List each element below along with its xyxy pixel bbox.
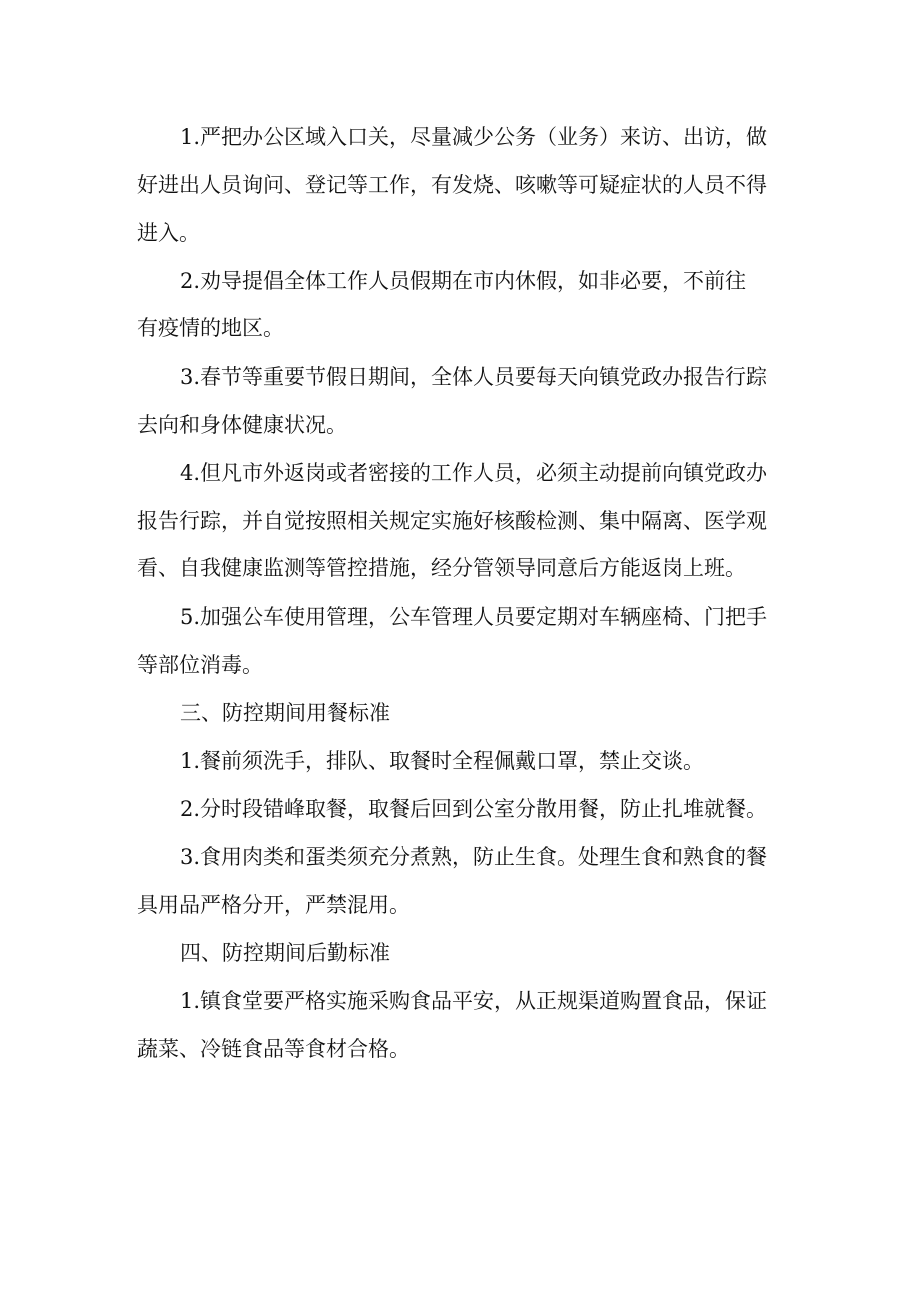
text-line-8: 4.但凡市外返岗或者密接的工作人员，必须主动提前向镇党政办 [180, 461, 768, 485]
text-line-5: 有疫情的地区。 [137, 316, 284, 340]
text-line-10: 看、自我健康监测等管控措施，经分管领导同意后方能返岗上班。 [137, 556, 746, 580]
section-heading-4: 四、防控期间后勤标准 [180, 941, 390, 965]
text-line-14: 1.餐前须洗手，排队、取餐时全程佩戴口罩，禁止交谈。 [180, 749, 705, 773]
text-line-16: 3.食用肉类和蛋类须充分煮熟，防止生食。处理生食和熟食的餐 [180, 845, 768, 869]
text-line-17: 具用品严格分开，严禁混用。 [137, 893, 410, 917]
text-line-12: 等部位消毒。 [137, 653, 263, 677]
text-line-2: 好进出人员询问、登记等工作，有发烧、咳嗽等可疑症状的人员不得 [137, 173, 767, 197]
text-line-15: 2.分时段错峰取餐，取餐后回到公室分散用餐，防止扎堆就餐。 [180, 797, 768, 821]
text-line-7: 去向和身体健康状况。 [137, 413, 347, 437]
text-line-6: 3.春节等重要节假日期间，全体人员要每天向镇党政办报告行踪 [180, 365, 768, 389]
text-line-19: 1.镇食堂要严格实施采购食品平安，从正规渠道购置食品，保证 [180, 989, 768, 1013]
text-line-20: 蔬菜、冷链食品等食材合格。 [137, 1037, 410, 1061]
text-line-11: 5.加强公车使用管理，公车管理人员要定期对车辆座椅、门把手 [180, 605, 768, 629]
text-line-3: 进入。 [137, 221, 200, 245]
text-line-9: 报告行踪，并自觉按照相关规定实施好核酸检测、集中隔离、医学观 [137, 509, 767, 533]
text-line-4: 2.劝导提倡全体工作人员假期在市内休假，如非必要，不前往 [180, 269, 747, 293]
text-line-1: 1.严把办公区域入口关，尽量减少公务（业务）来访、出访，做 [180, 125, 768, 149]
section-heading-3: 三、防控期间用餐标准 [180, 701, 390, 725]
